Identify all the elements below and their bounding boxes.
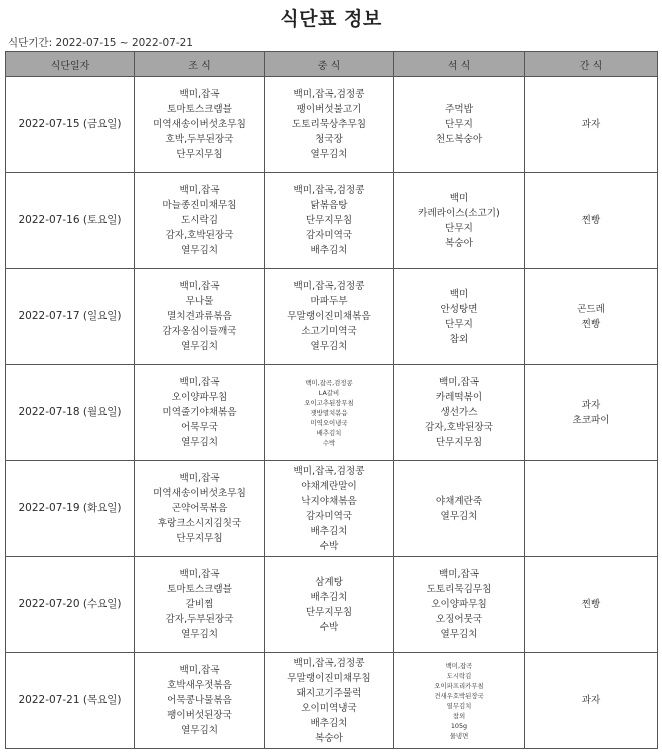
menu-item: 백미,잡곡 xyxy=(179,89,220,100)
menu-item: 백미,잡곡 xyxy=(179,185,220,196)
lunch-cell xyxy=(265,173,394,269)
menu-item: 감자미역국 xyxy=(305,230,353,241)
menu-item: 닭볶음탕 xyxy=(310,200,348,211)
menu-item: 백미,잡곡 xyxy=(438,377,480,388)
lunch-cell xyxy=(265,365,394,461)
menu-item: 감자,두부된장국 xyxy=(165,614,234,625)
menu-item: 백미,잡곡 xyxy=(438,569,480,580)
breakfast-cell xyxy=(135,461,265,557)
menu-item: 백미,잡곡 xyxy=(179,569,220,580)
header-dinner: 석 식 xyxy=(394,52,525,77)
dinner-cell xyxy=(394,269,525,365)
menu-item: 찐빵 xyxy=(581,318,601,330)
menu-item: 단무지무침 xyxy=(176,149,223,160)
menu-item: 곤약어묵볶음 xyxy=(171,503,228,514)
date-cell: 2022-07-20 (수요일) xyxy=(6,557,135,653)
table-row xyxy=(6,173,658,269)
menu-item: 과자 xyxy=(581,695,601,706)
menu-item: 청국장 xyxy=(315,134,343,145)
menu-item: 감자옹심이들깨국 xyxy=(162,326,237,337)
lunch-cell xyxy=(265,557,394,653)
menu-item: 호박,두부된장국 xyxy=(165,134,234,145)
dinner-cell xyxy=(394,173,525,269)
menu-item: 열무김치 xyxy=(440,629,478,640)
menu-item: 백미,잡곡,검정콩 xyxy=(293,465,365,477)
menu-item: 도시락김 xyxy=(446,671,472,680)
menu-item: 마늘종진미채무침 xyxy=(162,200,237,211)
header-lunch: 중 식 xyxy=(265,52,394,77)
date-cell: 2022-07-19 (화요일) xyxy=(6,461,135,557)
table-body xyxy=(6,77,658,749)
menu-item: 열무김치 xyxy=(180,245,219,256)
menu-item: 오이양파무침 xyxy=(431,599,487,610)
menu-item: 단무지 xyxy=(445,222,473,234)
menu-item: 열무김치 xyxy=(180,341,219,352)
menu-item: 도토리묵상추무침 xyxy=(291,119,367,130)
menu-item: 배추김치 xyxy=(310,591,348,603)
menu-item: 감자,호박된장국 xyxy=(165,230,234,241)
menu-item: 복숭아 xyxy=(445,237,473,249)
menu-item: LA갈비 xyxy=(318,388,340,397)
snack-cell xyxy=(525,461,658,557)
menu-item: 열무김치 xyxy=(180,629,219,640)
snack-cell xyxy=(525,269,658,365)
menu-item: 무나물 xyxy=(185,296,214,307)
menu-item: 팽이버섯불고기 xyxy=(296,104,362,115)
header-breakfast: 조 식 xyxy=(135,52,265,77)
menu-item: 팽이버섯된장국 xyxy=(167,710,232,721)
menu-item: 삼계탕 xyxy=(315,576,343,588)
table-header-row xyxy=(6,52,658,77)
menu-item: 도토리묵김무침 xyxy=(426,584,492,595)
menu-item: 단무지무침 xyxy=(435,437,483,448)
menu-item: 열무김치 xyxy=(440,510,478,522)
menu-item: 찐빵 xyxy=(581,599,601,610)
menu-item: 수박 xyxy=(322,438,336,447)
menu-item: 감자미역국 xyxy=(305,510,353,522)
menu-item: 열무김치 xyxy=(310,149,348,160)
date-cell: 2022-07-17 (일요일) xyxy=(6,269,135,365)
menu-item: 견새우호박된장국 xyxy=(434,691,484,700)
menu-item: 백미,잡곡 xyxy=(445,661,473,670)
menu-item: 무말랭이진미채볶음 xyxy=(287,311,371,322)
table-row xyxy=(6,269,658,365)
menu-item: 백미 xyxy=(449,192,469,204)
menu-item: 오이고추된장무침 xyxy=(304,398,354,407)
menu-item: 찐빵 xyxy=(581,215,601,226)
dinner-cell xyxy=(394,77,525,173)
menu-item: 물냉면 xyxy=(449,731,469,740)
date-cell: 2022-07-18 (월요일) xyxy=(6,365,135,461)
menu-item: 백미,잡곡,검정콩 xyxy=(293,89,365,100)
lunch-cell xyxy=(265,653,394,749)
menu-item: 백미,잡곡 xyxy=(179,281,220,292)
snack-cell xyxy=(525,173,658,269)
menu-item: 야채계란죽 xyxy=(435,495,483,507)
lunch-cell xyxy=(265,269,394,365)
breakfast-cell xyxy=(135,653,265,749)
menu-item: 백미,잡곡,검정콩 xyxy=(293,657,365,669)
menu-item: 돼지고기주물럭 xyxy=(296,687,362,699)
menu-item: 열무김치 xyxy=(446,701,472,710)
menu-item: 오징어뭇국 xyxy=(435,614,483,625)
menu-item: 멸치견과류볶음 xyxy=(167,311,232,322)
menu-item: 수박 xyxy=(319,621,339,633)
menu-item: 백미,잡곡,검정콩 xyxy=(293,281,365,292)
menu-item: 열무김치 xyxy=(310,341,348,352)
menu-item: 무말랭이진미채무침 xyxy=(287,672,371,684)
table-row xyxy=(6,557,658,653)
breakfast-cell xyxy=(135,173,265,269)
menu-item: 호박새우젓볶음 xyxy=(167,680,232,691)
header-snack: 간 식 xyxy=(525,52,658,77)
menu-item: 카레라이스(소고기) xyxy=(418,207,500,219)
meal-period: 식단기간: 2022-07-15 ~ 2022-07-21 xyxy=(8,37,193,49)
menu-item: 토마토스크램블 xyxy=(167,584,232,595)
table-row xyxy=(6,461,658,557)
dinner-cell xyxy=(394,653,525,749)
menu-item: 단무지무침 xyxy=(176,533,223,544)
header-date: 식단일자 xyxy=(6,52,135,77)
menu-item: 과자 xyxy=(581,119,601,130)
dinner-cell xyxy=(394,557,525,653)
menu-item: 곤드레 xyxy=(577,303,605,315)
menu-item: 도시락김 xyxy=(180,215,219,226)
menu-item: 참외 xyxy=(452,711,466,720)
menu-item: 어묵무국 xyxy=(180,422,219,433)
menu-item: 갈비찜 xyxy=(185,599,214,610)
table-row xyxy=(6,365,658,461)
menu-item: 오이양파무침 xyxy=(171,392,228,403)
menu-item: 어묵콩나물볶음 xyxy=(167,695,232,706)
menu-item: 백미,잡곡,검정콩 xyxy=(305,378,353,387)
menu-item: 초코파이 xyxy=(572,414,610,426)
date-cell: 2022-07-15 (금요일) xyxy=(6,77,135,173)
menu-item: 배추김치 xyxy=(310,525,348,537)
menu-item: 안성탕면 xyxy=(440,303,478,315)
menu-item: 카레떡볶이 xyxy=(435,392,483,403)
menu-item: 오이파프리카무침 xyxy=(434,681,484,690)
menu-item: 배추김치 xyxy=(316,428,342,437)
lunch-cell xyxy=(265,461,394,557)
breakfast-cell xyxy=(135,365,265,461)
menu-item: 야채계란말이 xyxy=(301,480,357,492)
menu-item: 열무김치 xyxy=(180,437,219,448)
breakfast-cell xyxy=(135,269,265,365)
menu-item: 배추김치 xyxy=(310,245,348,256)
menu-item: 소고기미역국 xyxy=(301,326,357,337)
date-cell: 2022-07-16 (토요일) xyxy=(6,173,135,269)
menu-item: 감자,호박된장국 xyxy=(425,422,493,433)
menu-item: 배추김치 xyxy=(310,717,348,729)
menu-item: 단무지 xyxy=(445,119,473,130)
meal-table xyxy=(5,51,658,749)
breakfast-cell xyxy=(135,557,265,653)
dinner-cell xyxy=(394,365,525,461)
snack-cell xyxy=(525,557,658,653)
menu-item: 주먹밥 xyxy=(445,104,473,115)
menu-item: 오이미역냉국 xyxy=(301,702,357,714)
menu-item: 백미,잡곡 xyxy=(179,377,220,388)
menu-item: 생선가스 xyxy=(440,407,478,418)
menu-item: 미역오이냉국 xyxy=(310,418,348,427)
menu-item: 단무지무침 xyxy=(305,215,353,226)
menu-item: 미역새송이버섯초무침 xyxy=(153,119,246,130)
menu-item: 토마토스크램블 xyxy=(167,104,232,115)
lunch-cell xyxy=(265,77,394,173)
menu-item: 과자 xyxy=(581,399,601,411)
menu-item: 후랑크소시지김칫국 xyxy=(157,518,242,529)
table-row xyxy=(6,77,658,173)
snack-cell xyxy=(525,653,658,749)
menu-item: 백미,잡곡 xyxy=(179,665,220,676)
snack-cell xyxy=(525,365,658,461)
menu-item: 천도복숭아 xyxy=(435,134,483,145)
menu-item: 복숭아 xyxy=(315,732,343,744)
menu-item: 백미,잡곡 xyxy=(179,473,220,484)
breakfast-cell xyxy=(135,77,265,173)
menu-item: 마파두부 xyxy=(310,296,348,307)
menu-item: 미역줄기야채볶음 xyxy=(162,407,237,418)
menu-item: 잿방멸치볶음 xyxy=(310,408,348,417)
date-cell: 2022-07-21 (목요일) xyxy=(6,653,135,749)
menu-item: 낙지야채볶음 xyxy=(301,495,357,507)
menu-item: 미역새송이버섯초무침 xyxy=(153,488,246,499)
snack-cell xyxy=(525,77,658,173)
menu-item: 열무김치 xyxy=(180,725,219,736)
page-title: 식단표 정보 xyxy=(280,8,382,30)
menu-item: 백미,잡곡,검정콩 xyxy=(293,185,365,196)
menu-item: 수박 xyxy=(319,540,339,552)
menu-item: 참외 xyxy=(449,333,469,345)
table-row xyxy=(6,653,658,749)
menu-item: 단무지무침 xyxy=(305,606,353,618)
menu-item: 단무지 xyxy=(445,318,473,330)
menu-item: 105g xyxy=(450,721,468,730)
dinner-cell xyxy=(394,461,525,557)
menu-item: 백미 xyxy=(449,288,469,300)
